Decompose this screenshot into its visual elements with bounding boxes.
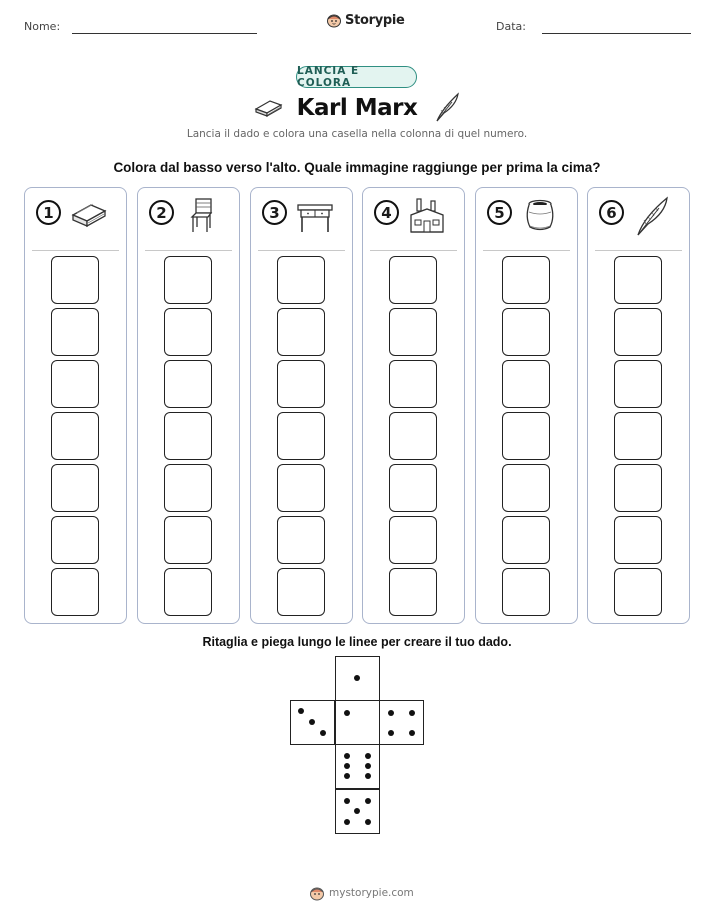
die-pip [365,753,371,759]
date-label: Data: [496,20,526,33]
pie-mascot-icon [326,12,342,28]
die-pip [409,730,415,736]
die-pip [344,773,350,779]
die-face-3 [290,700,335,745]
column-divider [145,250,232,251]
column-2 [137,187,240,624]
die-face-6 [335,744,380,789]
color-box[interactable] [389,464,437,512]
column-number: 5 [487,200,512,225]
die-pip [309,719,315,725]
column-5 [475,187,578,624]
page-title: Karl Marx [296,95,418,121]
die-pip [365,798,371,804]
pie-mascot-icon [309,885,325,901]
die-pip [388,730,394,736]
color-box[interactable] [51,256,99,304]
color-box[interactable] [51,568,99,616]
color-box[interactable] [389,412,437,460]
die-pip [365,763,371,769]
color-box[interactable] [389,256,437,304]
column-number: 2 [149,200,174,225]
color-box[interactable] [277,308,325,356]
color-box[interactable] [502,412,550,460]
column-1 [24,187,127,624]
die-pip [344,819,350,825]
brand-name: Storypie [345,12,405,28]
title-block [250,93,464,123]
die-pip [344,710,350,716]
footer-url: mystorypie.com [329,887,414,899]
color-box[interactable] [614,256,662,304]
color-box[interactable] [502,360,550,408]
color-box[interactable] [502,568,550,616]
color-box[interactable] [502,308,550,356]
game-instruction: Colora dal basso verso l'alto. Quale immagine raggiunge per prima la cima? [113,160,601,175]
color-box[interactable] [51,308,99,356]
color-box[interactable] [164,412,212,460]
color-box[interactable] [51,516,99,564]
die-pip [388,710,394,716]
die-pip [409,710,415,716]
chair-icon [182,195,222,235]
column-divider [595,250,682,251]
book-icon [69,195,109,231]
color-box[interactable] [614,308,662,356]
die-instruction: Ritaglia e piega lungo le linee per creare il tuo dado. [202,635,512,649]
activity-badge: LANCIA E COLORA [296,66,417,88]
column-divider [370,250,457,251]
color-box[interactable] [164,464,212,512]
color-box[interactable] [277,464,325,512]
color-box[interactable] [389,516,437,564]
color-box[interactable] [164,256,212,304]
color-box[interactable] [389,568,437,616]
color-box[interactable] [614,516,662,564]
column-number: 6 [599,200,624,225]
color-box[interactable] [51,464,99,512]
column-3 [250,187,353,624]
date-line[interactable] [542,33,691,34]
color-box[interactable] [51,412,99,460]
column-number: 3 [262,200,287,225]
book-icon [253,95,283,119]
color-box[interactable] [277,256,325,304]
die-pip [354,675,360,681]
column-divider [32,250,119,251]
column-6 [587,187,690,624]
die-pip [365,773,371,779]
die-pip [354,808,360,814]
die-face-4 [379,700,424,745]
name-label: Nome: [24,20,61,33]
column-divider [483,250,570,251]
color-box[interactable] [164,568,212,616]
quill-icon [432,91,462,123]
column-number: 4 [374,200,399,225]
color-box[interactable] [614,360,662,408]
column-4 [362,187,465,624]
color-box[interactable] [614,412,662,460]
die-face-1-center [335,700,380,745]
color-box[interactable] [614,568,662,616]
color-box[interactable] [277,412,325,460]
die-face-1 [335,656,380,701]
die-pip [344,798,350,804]
color-box[interactable] [164,516,212,564]
inkpot-icon [520,195,560,235]
die-pip [298,708,304,714]
color-box[interactable] [164,308,212,356]
brand-logo [326,12,405,28]
footer [309,885,414,901]
die-pip [344,763,350,769]
factory-icon [407,195,447,235]
color-box[interactable] [51,360,99,408]
color-box[interactable] [502,256,550,304]
color-box[interactable] [277,360,325,408]
desk-icon [295,195,335,235]
color-box[interactable] [389,360,437,408]
column-number: 1 [36,200,61,225]
die-face-5 [335,789,380,834]
name-line[interactable] [72,33,257,34]
color-box[interactable] [614,464,662,512]
die-pip [320,730,326,736]
die-pip [365,819,371,825]
die-pip [344,753,350,759]
color-box[interactable] [277,516,325,564]
color-box[interactable] [389,308,437,356]
column-divider [258,250,345,251]
color-box[interactable] [164,360,212,408]
color-box[interactable] [502,464,550,512]
color-box[interactable] [277,568,325,616]
subtitle: Lancia il dado e colora una casella nella colonna di quel numero. [186,128,528,140]
color-box[interactable] [502,516,550,564]
quill-icon [632,195,672,237]
